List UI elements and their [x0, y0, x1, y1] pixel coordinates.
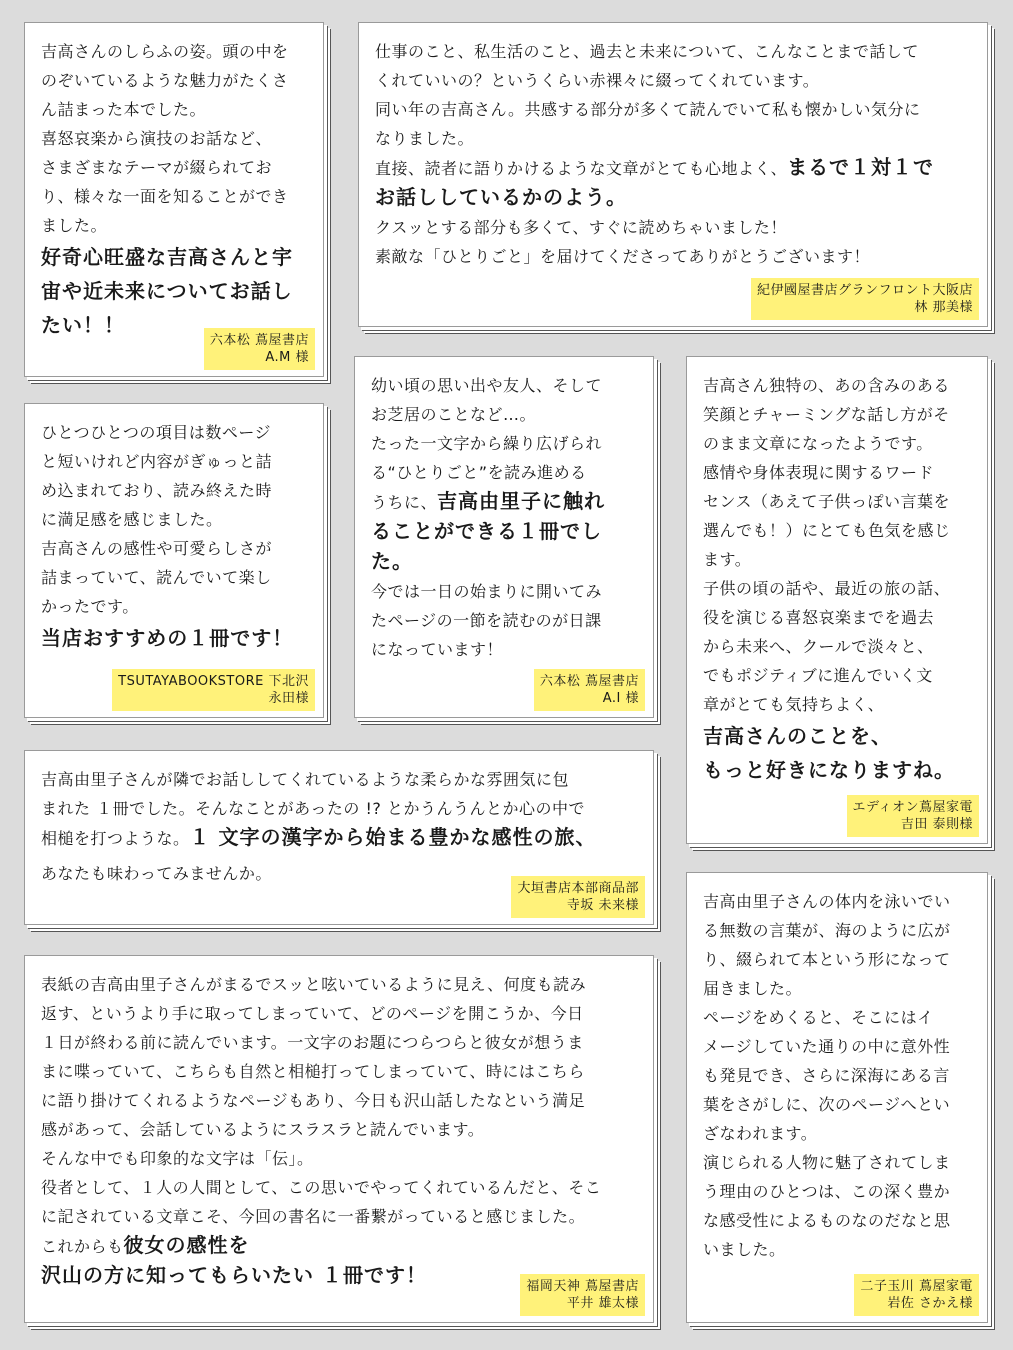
store-name: 紀伊國屋書店グランフロント大阪店 — [756, 283, 973, 298]
review-text: 吉高由里子さんが隣でお話ししてくれているような柔らかな雰囲気に包 まれた １冊でした。そんなことがあったの !? とかうんうんとか心の中で 相槌を打つような。 — [41, 770, 586, 848]
reviewer-tag — [112, 669, 315, 711]
reviewer-tag — [847, 795, 979, 837]
review-text: 表紙の吉高由里子さんがまるでスッと呟いているように見え、何度も読み 返す、というより手に取ってしまっていて、どのページを開こうか、今日 １日が終わる前に読んでいます。一文字のお題につらつらと彼女が想うま まに喋っていて、こちらも自然と相槌打ってしまっていて、時にはこちら に語り掛けてくれるようなページもあり、今日も沢山話したなという満足 感があって、会話しているようにスラスラと読んでいます。 — [41, 975, 587, 1139]
reviewer-tag — [204, 328, 315, 370]
review-text: 直接、読者に語りかけるような文章がとても心地よく、 — [375, 159, 788, 178]
reviewer-tag — [511, 876, 645, 918]
review-card-3 — [24, 403, 324, 718]
reviewer-tag — [751, 278, 979, 320]
review-text: 感情や身体表現に関するワード センス（あえて子供っぽい言葉を 選んでも！）にとても色気を感じ ます。 — [703, 463, 951, 569]
review-text: たった一文字から繰り広げられ る“ひとりごと”を読み進める うちに、 — [371, 434, 603, 512]
review-text: 幼い頃の思い出や友人、そして お芝居のことなど…。 — [371, 376, 603, 424]
review-highlight: 吉高由里子に触れ ることができる１冊でし た。 — [371, 489, 606, 573]
reviewer-name: A.I 様 — [602, 691, 639, 706]
reviewer-tag — [854, 1274, 979, 1316]
reviewer-name: 吉田 泰則様 — [900, 817, 973, 832]
review-text: 仕事のこと、私生活のこと、過去と未来について、こんなことまで話して くれていいの？というくらい赤裸々に綴ってくれています。 — [375, 42, 919, 90]
review-text: 今では一日の始まりに開いてみ たページの一節を読むのが日課 になっています！ — [371, 582, 603, 659]
review-text: 吉高由里子さんの体内を泳いでい る無数の言葉が、海のように広が り、綴られて本という形になって 届きました。 — [703, 892, 951, 998]
review-card-7 — [24, 955, 654, 1323]
review-highlight: 好奇心旺盛な吉高さんと宇 宙や近未来についてお話し たい！！ — [41, 245, 293, 337]
review-highlight: １ 文字の漢字から始まる豊かな感性の旅、 — [189, 825, 597, 849]
review-text: 吉高さん独特の、あの含みのある 笑顔とチャーミングな話し方がそ のまま文章になったようです。 — [703, 376, 950, 453]
reviewer-tag — [520, 1274, 645, 1316]
review-text: クスッとする部分も多くて、すぐに読めちゃいました！ — [375, 218, 787, 237]
review-card-1 — [24, 22, 324, 377]
review-card-4 — [354, 356, 654, 718]
store-name: エディオン蔦屋家電 — [852, 800, 973, 815]
review-card-6 — [24, 750, 654, 925]
review-card-2 — [358, 22, 988, 327]
review-text: ひとつひとつの項目は数ページ と短いけれど内容がぎゅっと詰 め込まれており、読み終えた時 に満足感を感じました。 — [41, 423, 273, 529]
reviewer-name: 岩佐 さかえ様 — [887, 1296, 973, 1311]
review-card-8 — [686, 872, 988, 1323]
review-card-5 — [686, 356, 988, 844]
store-name: 六本松 蔦屋書店 — [209, 333, 309, 348]
review-highlight: 彼女の感性を 沢山の方に知ってもらいたい １冊です！ — [41, 1233, 427, 1287]
review-text: 吉高さんの感性や可愛らしさが 詰まっていて、読んでいて楽し かったです。 — [41, 539, 273, 616]
store-name: 大垣書店本部商品部 — [517, 881, 639, 896]
review-text: これからも — [41, 1237, 124, 1256]
reviewer-name: 平井 雄太様 — [566, 1296, 639, 1311]
review-text: ページをめくると、そこにはイ メージしていた通りの中に意外性 も発見でき、さらに深海にある言 葉をさがしに、次のページへとい ざなわれます。 — [703, 1008, 951, 1143]
review-highlight: まるで１対１で お話ししているかのよう。 — [375, 155, 934, 209]
review-text: 同い年の吉高さん。共感する部分が多くて読んでいて私も懐かしい気分に なりました。 — [375, 100, 921, 148]
store-name: 二子玉川 蔦屋家電 — [860, 1279, 973, 1294]
review-text: 素敵な「ひとりごと」を届けてくださってありがとうございます！ — [375, 247, 871, 266]
review-highlight: 当店おすすめの１冊です！ — [41, 626, 294, 650]
reviewer-name: 寺坂 未来様 — [566, 898, 639, 913]
review-text: そんな中でも印象的な文字は「伝」。 — [41, 1149, 314, 1168]
review-text-mixed — [41, 765, 637, 853]
review-text: あなたも味わってみませんか。 — [41, 864, 272, 883]
review-text: 子供の頃の話や、最近の旅の話、 役を演じる喜怒哀楽までを過去 から未来へ、クールで淡々と、 でもポジティブに進んでいく文 章がとても気持ちよく、 — [703, 579, 951, 714]
review-text-mixed — [371, 429, 637, 577]
store-name: 六本松 蔦屋書店 — [539, 674, 639, 689]
reviewer-name: 永田様 — [268, 691, 309, 706]
reviewer-tag — [534, 669, 645, 711]
store-name: 福岡天神 蔦屋書店 — [526, 1279, 639, 1294]
review-text: 役者として、１人の人間として、この思いでやってくれているんだと、そこ に記されている文章こそ、今回の書名に一番繋がっていると感じました。 — [41, 1178, 602, 1226]
review-text: 喜怒哀楽から演技のお話など、 さまざまなテーマが綴られてお り、様々な一面を知ることができ ました。 — [41, 129, 289, 235]
reviewer-name: A.M 様 — [265, 350, 309, 365]
reviewer-name: 林 那美様 — [914, 300, 973, 315]
store-name: TSUTAYABOOKSTORE 下北沢 — [118, 674, 309, 689]
review-text-mixed — [375, 153, 971, 213]
review-text: 演じられる人物に魅了されてしま う理由のひとつは、この深く豊か な感受性によるものなのだなと思 いました。 — [703, 1153, 951, 1259]
review-text: 吉高さんのしらふの姿。頭の中を のぞいているような魅力がたくさ ん詰まった本でした。 — [41, 42, 289, 119]
review-highlight: 吉高さんのことを、 もっと好きになりますね。 — [703, 724, 955, 782]
